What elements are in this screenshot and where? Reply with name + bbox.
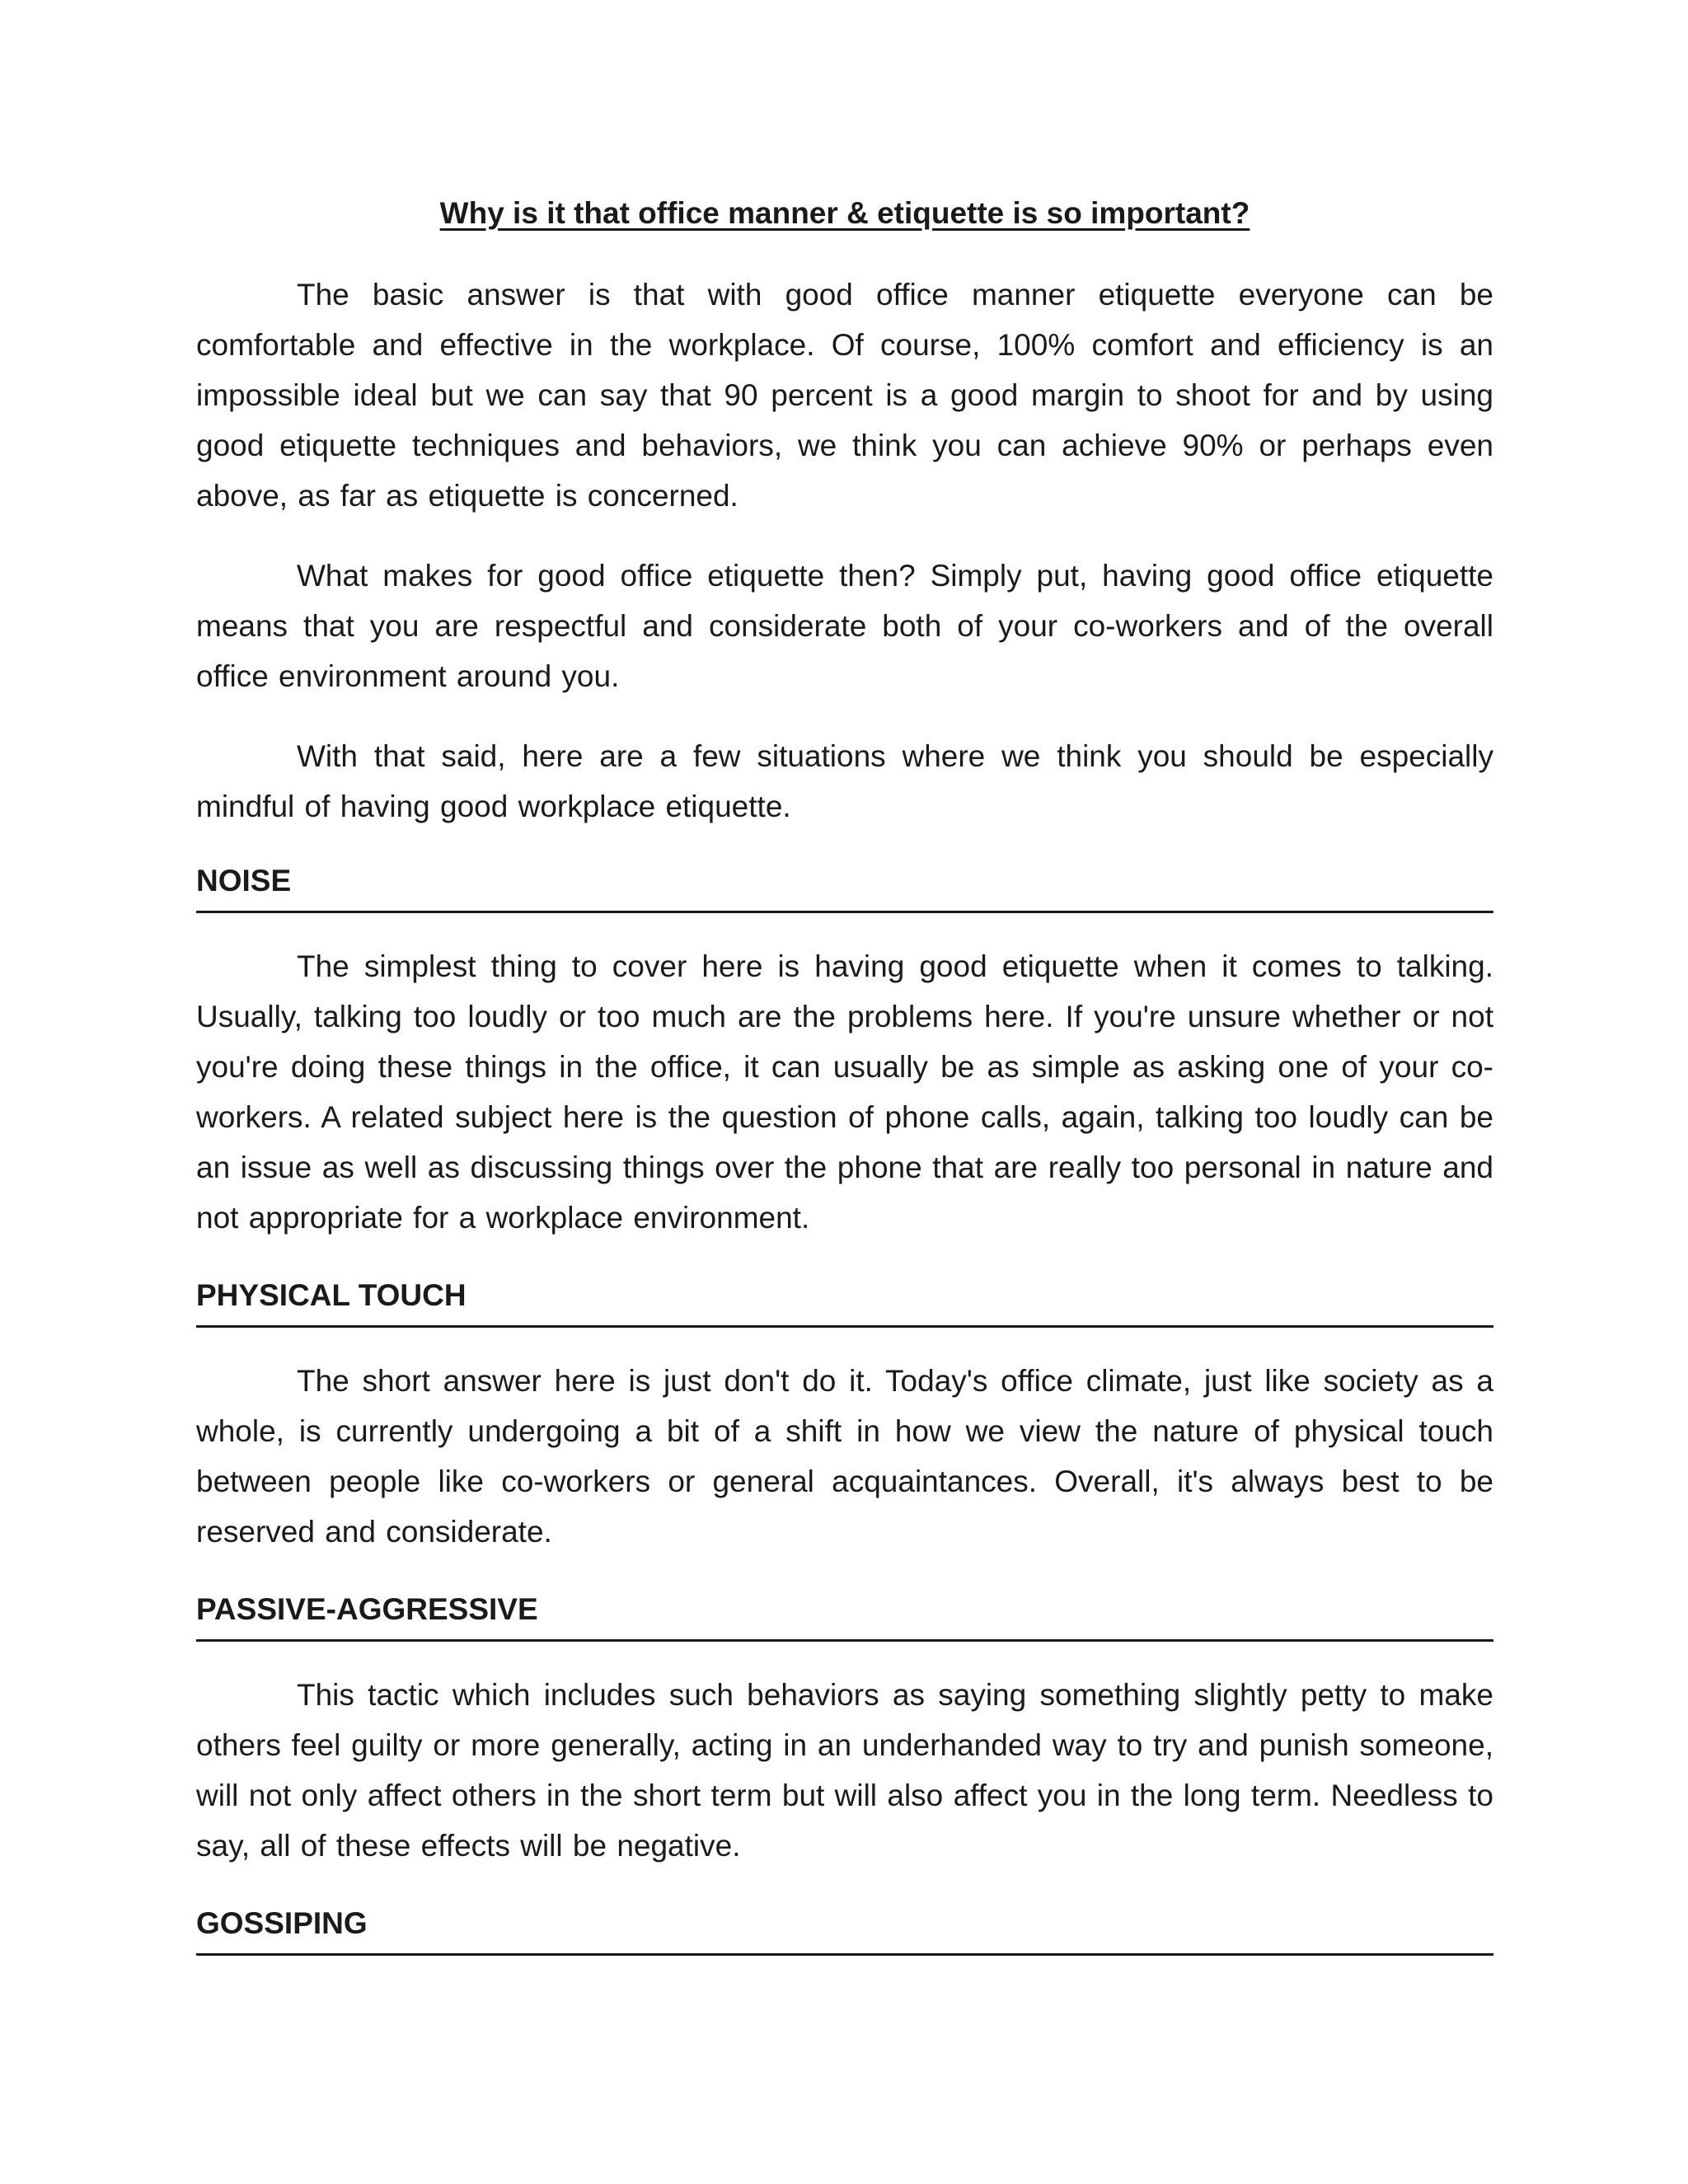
section-body: The simplest thing to cover here is having good etiquette when it comes to talking. Usually, talking too loudly or too much are the problems here. If you're unsure whether or not you're doing these things in the office, it can usually be as simple as asking one of your co-workers. A related subject here is the question of phone calls, again, talking too loudly can be an issue as well as discussing things over the phone that are really too personal in nature and not appropriate for a workplace environment. [196, 949, 1493, 1235]
section-heading: PHYSICAL TOUCH [196, 1276, 1493, 1328]
section-passive-aggressive [196, 1590, 1493, 1871]
section-body: The short answer here is just don't do it. Today's office climate, just like society as a whole, is currently undergoing a bit of a shift in how we view the nature of physical touch between people like co-workers or general acquaintances. Overall, it's always best to be reserved and considerate. [196, 1364, 1493, 1549]
intro-paragraph: What makes for good office etiquette then? Simply put, having good office etiquette means that you are respectful and considerate both of your co-workers and of the overall office environment around you. [196, 559, 1493, 694]
section-noise [196, 861, 1493, 1243]
document-title: Why is it that office manner & etiquette is so important? [439, 196, 1250, 230]
document-page [196, 194, 1493, 1984]
section-heading: PASSIVE-AGGRESSIVE [196, 1590, 1493, 1642]
section-gossiping [196, 1904, 1493, 1956]
intro-paragraph: With that said, here are a few situations where we think you should be especially mindful of having good workplace etiquette. [196, 739, 1493, 824]
section-heading: GOSSIPING [196, 1904, 1493, 1956]
intro-paragraph: The basic answer is that with good office manner etiquette everyone can be comfortable and effective in the workplace. Of course, 100% comfort and efficiency is an impossible ideal but we can say that 90 percent is a good margin to shoot for and by using good etiquette techniques and behaviors, we think you can achieve 90% or perhaps even above, as far as etiquette is concerned. [196, 278, 1493, 513]
section-physical-touch [196, 1276, 1493, 1557]
section-body: This tactic which includes such behaviors as saying something slightly petty to make others feel guilty or more generally, acting in an underhanded way to try and punish someone, will not only affect others in the short term but will also affect you in the long term. Needless to say, all of these effects will be negative. [196, 1678, 1493, 1863]
section-heading: NOISE [196, 861, 1493, 913]
